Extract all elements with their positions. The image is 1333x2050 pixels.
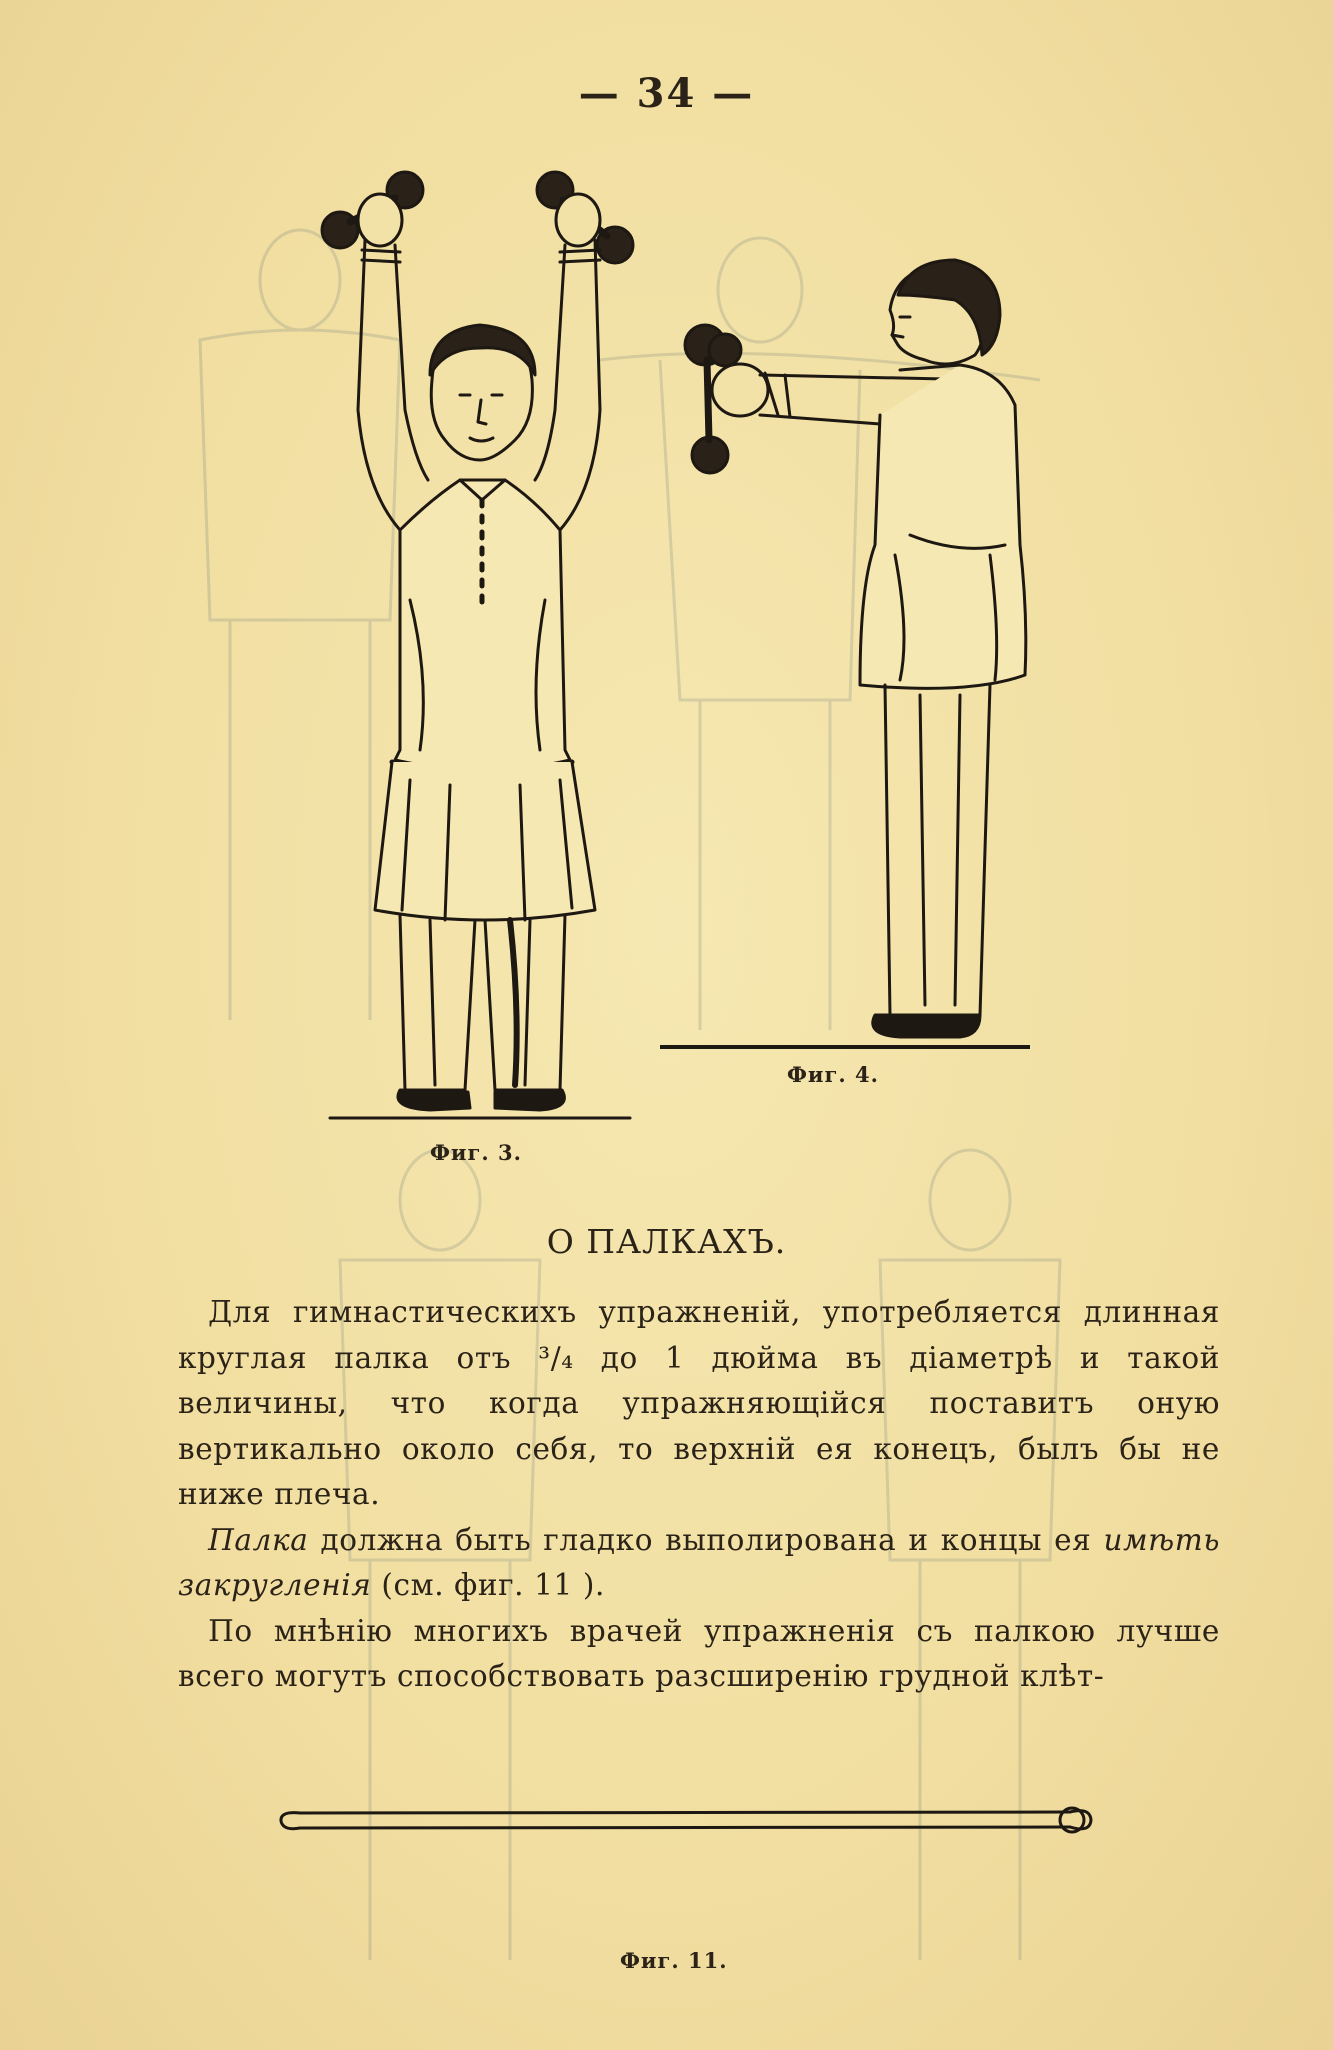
page-number: — 34 — [578, 70, 755, 117]
italic-term-rounded: имѣть закругленія [178, 1522, 1220, 1602]
section-heading: О ПАЛКАХЪ. [546, 1222, 787, 1261]
italic-term-stick: Палка [208, 1522, 309, 1557]
figure-3-caption: Фиг. 3. [430, 1140, 522, 1165]
body-text [178, 1290, 1220, 1700]
figure-11-stick-illustration [275, 1795, 1095, 1845]
paragraph-3: По мнѣнію многихъ врачей упражненія съ палкою лучше всего могутъ способствовать разсширенію грудной клѣт- [178, 1613, 1220, 1693]
figure-4-caption: Фиг. 4. [787, 1062, 879, 1087]
figure-4-illustration [660, 255, 1030, 1055]
figure-3-illustration [310, 160, 650, 1130]
paragraph-1: Для гимнастическихъ упражненій, употребляется длинная круглая палка отъ ³/₄ до 1 дюйма въ діаметрѣ и такой величины, что когда упражняющійся поставитъ оную вертикально около себя, то верхній ея конецъ, былъ бы не ниже плеча. [178, 1295, 1220, 1511]
figure-11-caption: Фиг. 11. [620, 1948, 728, 1973]
paragraph-2: Палка должна быть гладко выполирована и концы ея имѣть закругленія (см. фиг. 11 ). [178, 1522, 1220, 1602]
